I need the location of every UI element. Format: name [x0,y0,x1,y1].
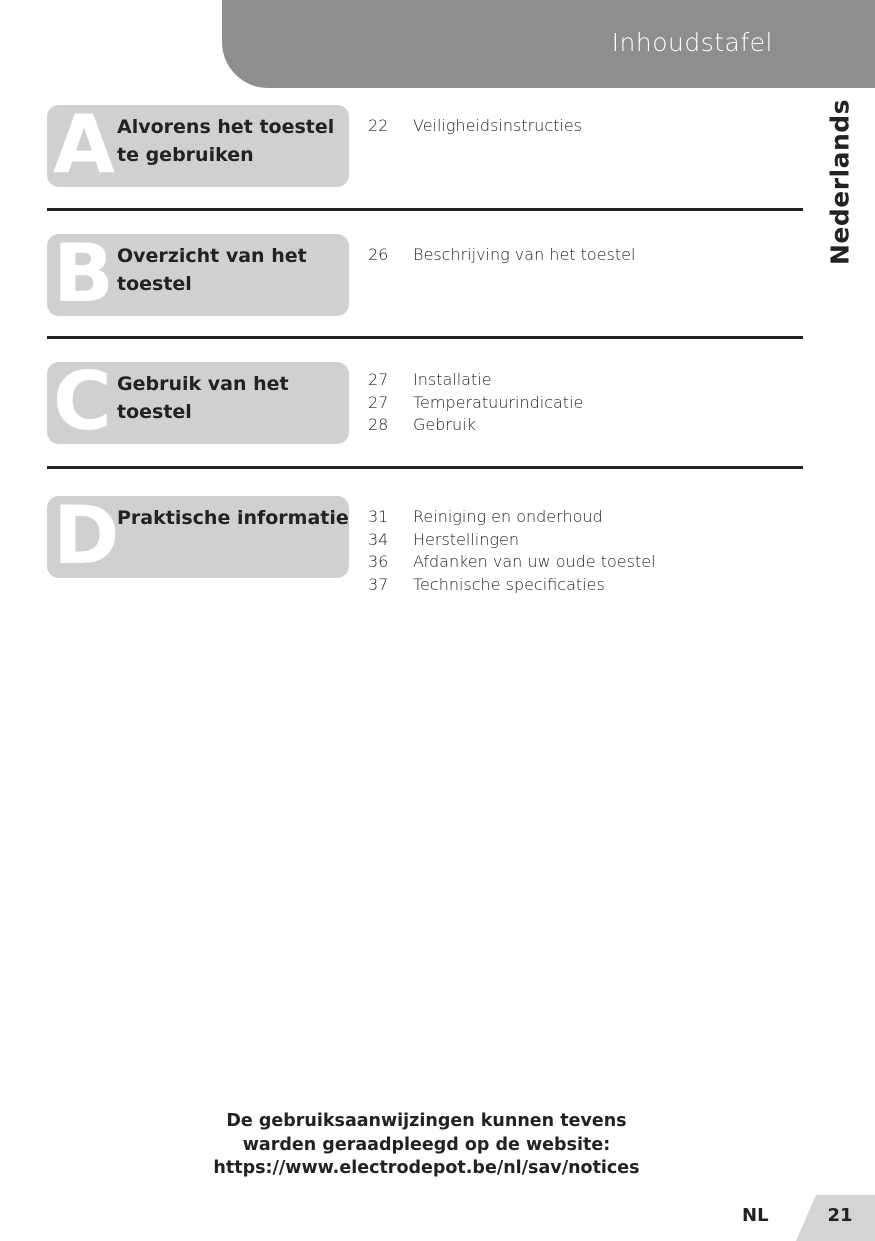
toc-entry-text: Reiniging en onderhoud [413,507,603,526]
section-divider [47,466,803,469]
toc-entry[interactable] [368,574,788,597]
section-title: Praktische informatie [117,507,349,529]
header-band [222,0,875,88]
toc-entry-text: Technische specificaties [413,574,605,594]
section-letter: A [53,98,115,191]
section-letter: D [53,489,120,582]
toc-entry-page: 36 [368,552,389,572]
section-badge-c [47,355,349,448]
toc-entry-page: 28 [368,415,389,435]
toc-entry-page: 27 [368,370,389,389]
section-badge-a [47,98,349,191]
toc-entry-text: Gebruik [413,415,476,435]
toc-entry-text: Afdanken van uw oude toestel [413,552,656,572]
page-number: 21 [827,1205,853,1226]
toc-entry-list [368,244,788,267]
section-letter: C [53,355,112,448]
language-side-label: Nederlands [825,98,855,266]
toc-entry[interactable] [368,244,788,267]
toc-entry-text: Veiligheidsinstructies [413,116,583,135]
toc-entry-page: 27 [368,392,389,412]
section-title: Gebruik van het toestel [117,373,289,423]
toc-entry[interactable] [368,529,788,552]
section-title: Alvorens het toestel te gebruiken [117,116,335,166]
toc-entry-list [368,115,788,138]
toc-entry[interactable] [368,551,788,574]
toc-entry[interactable] [368,506,788,529]
toc-entry[interactable] [368,392,788,415]
toc-entry-list [368,369,788,437]
section-badge-d [47,489,349,582]
toc-entry-list [368,506,788,596]
page-title: Inhoudstafel [611,28,773,57]
section-divider [47,336,803,339]
website-notice-line: De gebruiksaanwijzingen kunnen tevens [226,1111,627,1131]
section-title: Overzicht van het toestel [117,245,307,295]
section-badge-b [47,227,349,320]
section-divider [47,208,803,211]
toc-entry[interactable] [368,115,788,138]
toc-entry[interactable] [368,369,788,392]
toc-entry-page: 31 [368,507,389,526]
website-link[interactable]: https://www.electrodepot.be/nl/sav/notices [213,1158,640,1178]
toc-entry-text: Installatie [413,370,492,389]
website-notice [0,1110,853,1181]
toc-entry-text: Herstellingen [413,529,519,549]
toc-entry-text: Beschrijving van het toestel [413,245,636,264]
toc-entry-page: 34 [368,529,389,549]
toc-entry-text: Temperatuurindicatie [413,392,584,412]
toc-entry-page: 37 [368,574,389,594]
website-notice-line: warden geraadpleegd op de website: [242,1134,611,1155]
section-letter: B [53,227,114,320]
language-code: NL [742,1205,769,1226]
toc-entry-page: 26 [368,245,389,264]
toc-entry[interactable] [368,414,788,437]
toc-entry-page: 22 [368,116,389,135]
